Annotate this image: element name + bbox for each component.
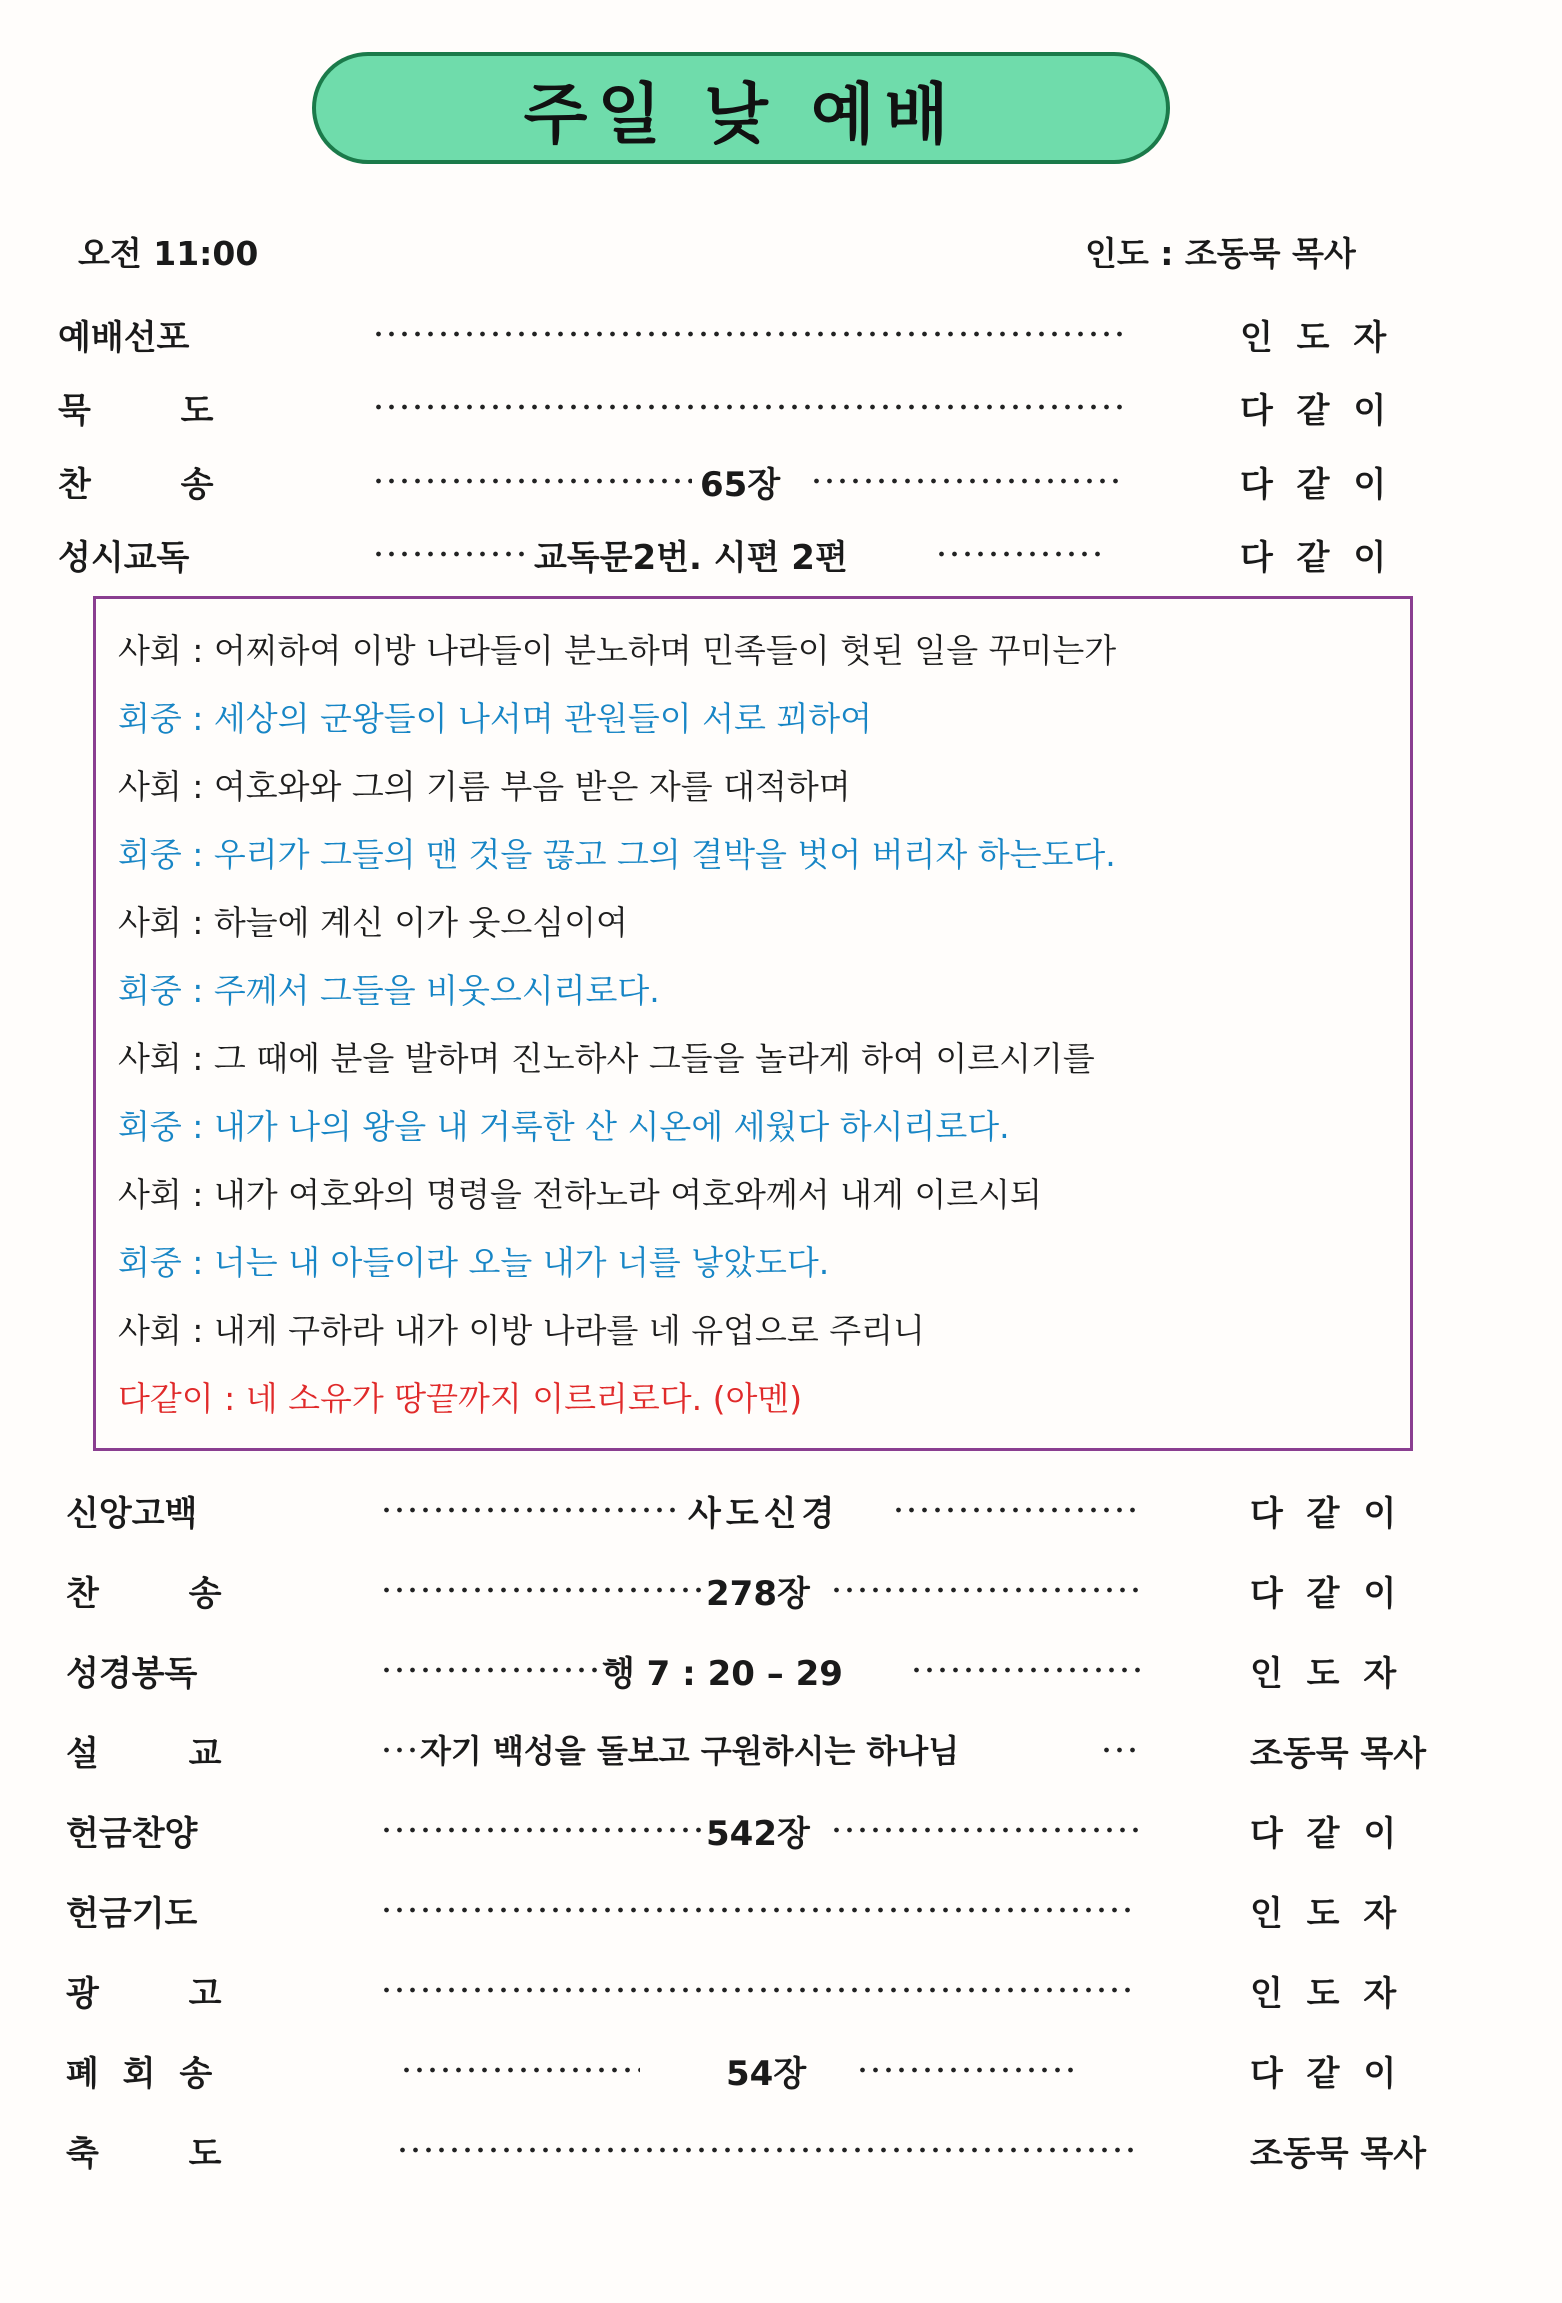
speaker: 사회 [118,1039,182,1078]
leader-dots [396,2142,1138,2158]
reading-text: 내가 여호와의 명령을 전하노라 여호와께서 내게 이르시되 [213,1175,1042,1214]
leader-dots [935,546,1105,562]
order-label: 찬 송 [58,465,214,505]
order-row [0,2046,1562,2106]
reading-line: 사회 : 어찌하여 이방 나라들이 분노하며 민족들이 헛된 일을 꾸미는가 [118,631,1117,670]
reading-text: 그 때에 분을 발하며 진노하사 그들을 놀라게 하여 이르시기를 [213,1039,1095,1078]
responsive-reading-box [93,596,1413,1451]
order-item: 278장 [706,1574,810,1614]
speaker: 회중 [118,699,182,738]
leader-dots [372,326,1124,342]
speaker: 사회 [118,1175,182,1214]
reading-text: 너는 내 아들이라 오늘 내가 너를 낳았도다. [213,1243,830,1282]
leader-dots [830,1582,1138,1598]
speaker: 회중 [118,1243,182,1282]
order-who: 인 도 자 [1250,1974,1403,2014]
order-row [0,457,1562,517]
reading-line: 사회 : 내게 구하라 내가 이방 나라를 네 유업으로 주리니 [118,1311,925,1350]
order-item: 65장 [700,465,781,505]
order-label: 헌금기도 [66,1894,198,1934]
reading-text: 세상의 군왕들이 나서며 관원들이 서로 꾀하여 [213,699,873,738]
leader-dots [892,1502,1138,1518]
order-row [0,1886,1562,1946]
leader-dots [810,473,1124,489]
order-item: 542장 [706,1814,810,1854]
order-label: 성경봉독 [66,1654,198,1694]
reading-line: 사회 : 여호와와 그의 기름 부음 받은 자를 대적하며 [118,767,851,806]
order-who: 인 도 자 [1250,1894,1403,1934]
reading-text: 어찌하여 이방 나라들이 분노하며 민족들이 헛된 일을 꾸미는가 [213,631,1117,670]
reading-text: 내게 구하라 내가 이방 나라를 네 유업으로 주리니 [213,1311,925,1350]
speaker: 사회 [118,1311,182,1350]
order-row [0,1486,1562,1546]
leader-dots [380,1742,416,1758]
speaker: 다같이 [118,1379,214,1418]
order-who: 조동묵 목사 [1250,1734,1427,1774]
order-label: 헌금찬양 [66,1814,198,1854]
order-row [0,1806,1562,1866]
reading-line: 다같이 : 네 소유가 땅끝까지 이르리로다. (아멘) [118,1379,803,1418]
order-who: 다 같 이 [1240,465,1393,505]
sermon-title: 자기 백성을 돌보고 구원하시는 하나님 [420,1732,960,1770]
reading-text: 주께서 그들을 비웃으시리로다. [213,971,660,1010]
leader-dots [910,1662,1144,1678]
reading-line: 사회 : 그 때에 분을 발하며 진노하사 그들을 놀라게 하여 이르시기를 [118,1039,1095,1078]
order-who: 다 같 이 [1250,2054,1403,2094]
speaker: 사회 [118,903,182,942]
order-who: 조동묵 목사 [1250,2134,1427,2174]
order-item: 행 7 : 20 – 29 [602,1654,843,1694]
order-label: 신앙고백 [66,1494,198,1534]
order-row [0,2126,1562,2186]
order-row [0,383,1562,443]
order-label: 묵 도 [58,391,214,431]
reading-text: 여호와와 그의 기름 부음 받은 자를 대적하며 [213,767,851,806]
order-label: 성시교독 [58,538,190,578]
order-who: 다 같 이 [1250,1494,1403,1534]
order-row [0,1566,1562,1626]
speaker: 회중 [118,1107,182,1146]
leader-dots [830,1822,1138,1838]
title-banner [312,52,1170,164]
reading-text: 네 소유가 땅끝까지 이르리로다. (아멘) [245,1379,803,1418]
reading-line: 회중 : 주께서 그들을 비웃으시리로다. [118,971,660,1010]
leader-dots [400,2062,640,2078]
order-who: 다 같 이 [1240,391,1393,431]
order-label: 축 도 [66,2134,222,2174]
order-who: 다 같 이 [1240,538,1393,578]
leader-dots [380,1982,1138,1998]
reading-text: 하늘에 계신 이가 웃으심이여 [213,903,628,942]
order-row [0,1646,1562,1706]
leader-dots [380,1662,598,1678]
reading-line: 회중 : 세상의 군왕들이 나서며 관원들이 서로 꾀하여 [118,699,873,738]
order-row [0,1726,1562,1786]
service-leader: 인도 : 조동묵 목사 [1085,234,1356,273]
order-item: 사도신경 [688,1494,840,1534]
order-label: 설 교 [66,1734,222,1774]
order-row [0,310,1562,370]
order-who: 다 같 이 [1250,1574,1403,1614]
leader-dots [380,1502,680,1518]
order-label: 폐 회 송 [66,2054,213,2094]
reading-text: 우리가 그들의 맨 것을 끊고 그의 결박을 벗어 버리자 하는도다. [213,835,1116,874]
order-who: 인 도 자 [1250,1654,1403,1694]
order-label: 찬 송 [66,1574,222,1614]
order-label: 광 고 [66,1974,222,2014]
speaker: 회중 [118,835,182,874]
reading-line: 회중 : 우리가 그들의 맨 것을 끊고 그의 결박을 벗어 버리자 하는도다. [118,835,1116,874]
leader-dots [380,1822,702,1838]
order-item: 54장 [726,2054,807,2094]
leader-dots [372,399,1124,415]
leader-dots [372,473,692,489]
order-label: 예배선포 [58,318,190,358]
speaker: 사회 [118,767,182,806]
order-who: 다 같 이 [1250,1814,1403,1854]
page-title: 주일 낮 예배 [523,75,959,153]
speaker: 회중 [118,971,182,1010]
order-row [0,530,1562,590]
leader-dots [372,546,530,562]
order-who: 인 도 자 [1240,318,1393,358]
leader-dots [856,2062,1076,2078]
order-item: 교독문2번. 시편 2편 [534,538,848,578]
service-time: 오전 11:00 [78,234,259,273]
leader-dots [1100,1742,1136,1758]
leader-dots [380,1902,1138,1918]
reading-text: 내가 나의 왕을 내 거룩한 산 시온에 세웠다 하시리로다. [213,1107,1010,1146]
leader-dots [380,1582,702,1598]
reading-line: 회중 : 너는 내 아들이라 오늘 내가 너를 낳았도다. [118,1243,830,1282]
reading-line: 사회 : 내가 여호와의 명령을 전하노라 여호와께서 내게 이르시되 [118,1175,1042,1214]
speaker: 사회 [118,631,182,670]
reading-line: 사회 : 하늘에 계신 이가 웃으심이여 [118,903,628,942]
reading-line: 회중 : 내가 나의 왕을 내 거룩한 산 시온에 세웠다 하시리로다. [118,1107,1010,1146]
order-row [0,1966,1562,2026]
